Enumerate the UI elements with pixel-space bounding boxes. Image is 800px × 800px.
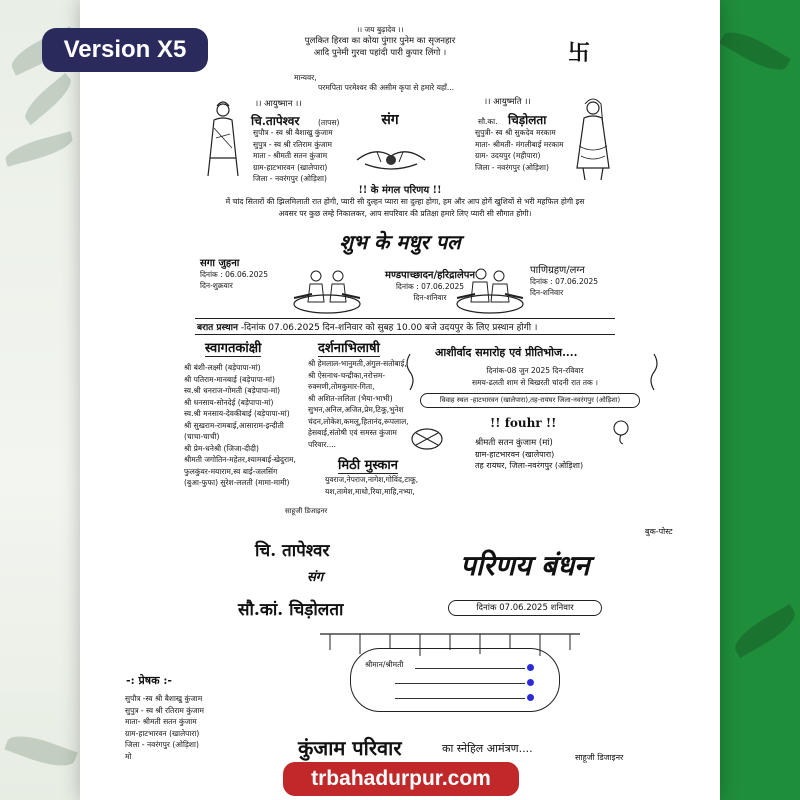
address-line-3[interactable] (395, 698, 525, 699)
joined-hands-icon (355, 138, 427, 178)
groom-details (253, 127, 333, 185)
swagat-line: फुलकुंवर-मयाराम,स्व बाई-जलसिंग (184, 466, 278, 476)
event-mandap-day: दिन-शनिवार (413, 293, 447, 302)
leaf-shadow (719, 24, 791, 78)
dhol-drum-icon (410, 425, 444, 453)
bride-heading: ।। आयुष्मति ।। (484, 97, 531, 107)
swagat-line: श्री सुखराम-रामबाई,आसाराम-इन्दीती (184, 420, 284, 430)
swagat-line: (बुआ-फुफा) सुरेश-ललती (मामा-मामी) (184, 478, 290, 487)
mithi-line: यश,तामेश,माधो,रिया,माहि,नभ्या, (325, 486, 415, 496)
swagat-title: स्वागतकांक्षी (205, 338, 261, 357)
groom-nick: (तापस) (318, 118, 340, 127)
groom-name: चि.तापेश्वर (251, 114, 300, 128)
address-box (350, 648, 560, 712)
manyavar: मान्यवर, (294, 73, 317, 82)
darshan-line: परिवार.... (308, 439, 336, 449)
ashirwad-title: आशीर्वाद समारोह एवं प्रीतिभोज.... (435, 346, 578, 359)
pale-left-strip (0, 0, 82, 800)
bride-name-prefix: सौ.का. (478, 117, 498, 126)
book-post: बुक-पोस्ट (645, 527, 673, 536)
ganesh-icon (610, 418, 632, 446)
cover-groom: चि. तापेश्वर (255, 541, 330, 561)
barat-text: -दिनांक 07.06.2025 दिन-शनिवार को सुबह 10.00 बजे उदयपुर के लिए प्रस्थान होगी । (240, 323, 538, 333)
swagat-line: श्रीमती जगोतिन-महेतर,श्यामबाई-खेदुराम, (184, 455, 296, 464)
swagat-line: श्री धनसाय-सोनदेई (बड़ेपापा-मां) (184, 397, 274, 407)
nivedak-block (475, 437, 583, 471)
groom-detail-line: माता - श्रीमती सतन कुंजाम (253, 151, 328, 160)
nivedak-line: श्रीमती सतन कुंजाम (मां) (475, 438, 553, 448)
darshan-line: श्री अशित-ललिता (भैया-भाभी) (308, 393, 393, 403)
mangal-title: !! के मंगल परिणय !! (358, 185, 442, 196)
invocation: ।। जय बुढ़ादेव ।। (356, 25, 404, 34)
preshak-title: -: प्रेषक :- (126, 674, 172, 687)
invitation-card (80, 0, 720, 800)
darshan-title: दर्शनाभिलाषी (318, 338, 380, 357)
designer-small: साहूजी डिजाइनर (285, 507, 328, 515)
mangal-text-2: अवसर पर कुछ लम्हे निकालकर, आप सपरिवार की प्रतिक्षा हमारे लिए प्यारी सी सौगात होगी। (278, 209, 532, 218)
swagat-line: श्री बंशी-लक्ष्मी (बड़ेपापा-मां) (184, 363, 261, 372)
darshan-line: हेसबाई,संतोषी एवं समस्त कुंजाम (308, 428, 397, 437)
event-saga-title: सगा जुहना (200, 258, 240, 269)
ashirwad-line-1: दिनांक-08 जुन 2025 दिन-रविवार (486, 366, 584, 375)
bride-detail-line: ग्राम- उदयपुर (महीपारा) (475, 151, 541, 160)
bride-details (475, 127, 564, 173)
darshan-line: श्री हेमलाल-भानुमती,अंगुल-सतोबाई, (308, 359, 407, 368)
groom-detail-line: ग्राम-हाटभारवन (खालेपारा) (253, 162, 328, 172)
groom-figure-icon (204, 98, 242, 180)
event-panigrahan-date: दिनांक : 07.06.2025 (530, 277, 599, 286)
barat-label: बरात प्रस्थान (197, 323, 238, 333)
groom-detail-line: जिला - नवरंगपुर (ओड़िशा) (253, 174, 327, 183)
ashirwad-line-2: समय-ढलती शाम से बिखरती चांदनी रात तक । (471, 378, 599, 387)
footer-invite: का स्नेहिल आमंत्रण.... (442, 742, 533, 755)
bullet-dot (527, 664, 534, 671)
groom-detail-line: सुपौत्र - स्व श्री बैशाखु कुंजाम (253, 128, 333, 137)
darshan-line: सुभन,अनिल,अजित,प्रेम,टिकू,भुनेश (308, 405, 404, 414)
footer-family: कुंजाम परिवार (298, 736, 402, 760)
swirl-icon (402, 352, 418, 392)
bullet-dot (527, 694, 534, 701)
grace-line: परमपिता परमेश्वर की असीम कृपा से हमारे यहाँ... (318, 83, 455, 92)
darshan-line: चंदन,लोकेश,कमलू,हितानंद,रूपलाल, (308, 416, 409, 426)
mithi-line: युवराज,नेपराज,नागेश,गोविंद,टाकू, (325, 475, 419, 484)
bride-detail-line: जिला - नवरंगपुर (ओड़िशा) (475, 162, 549, 172)
preshak-line: सुपुत्र - स्व श्री रतिराम कुंजाम (125, 705, 204, 715)
event-panigrahan-title: पाणिग्रहण/लग्न (530, 265, 585, 276)
couple-ritual-icon (455, 258, 525, 314)
preshak-line: जिला - नवरंगपुर (ओड़िशा) (125, 740, 199, 749)
event-saga (200, 255, 268, 291)
event-panigrahan (530, 262, 598, 298)
swagat-list (184, 362, 296, 489)
mangal-text-1: में चांद सितारों की झिलमिलाती रात होगी, प्यारी सी दुल्हन प्यारा सा दुल्हा होगा, हम और आप होगें खुशियों से भरी महफिल होगी इस (225, 197, 585, 206)
darshan-line: रुक्मणी,तोमकुमार-गिता, (308, 382, 375, 391)
bride-figure-icon (573, 96, 613, 182)
address-label: श्रीमान/श्रीमती (365, 660, 404, 669)
mithi-title: मिठी मुस्कान (338, 455, 398, 474)
cover-bride: सौ.कां. चिड़ोलता (238, 600, 344, 620)
event-saga-day: दिन-शुक्रवार (200, 281, 233, 290)
bride-detail-line: सुपुत्री- स्व श्री सुकदेव मरकाम (475, 128, 556, 137)
darshan-list (308, 358, 409, 450)
footer-designer: साहूजी डिजाइनर (575, 753, 624, 762)
parinay-bandhan: परिणय बंधन (460, 549, 590, 582)
event-mandap-date: दिनांक : 07.06.2025 (395, 282, 465, 291)
mithi-list (325, 474, 418, 497)
swagat-line: स्व.श्री धनराज-गोमती (बड़ेपापा-मां) (184, 386, 281, 395)
address-line-2[interactable] (395, 683, 525, 684)
preshak-line: माता- श्रीमती सतन कुंजाम (125, 717, 197, 726)
groom-heading: ।। आयुष्मान ।। (255, 99, 302, 109)
darshan-line: श्री ऐसनाथ-चन्द्रीका,नरोत्तम- (308, 370, 386, 380)
leaf-shadow (729, 604, 800, 658)
nivedak-title: !! fouhr !! (490, 416, 557, 430)
swagat-line: श्री पतिराम-मानबाई (बड़ेपापा-मां) (184, 374, 275, 384)
swastik-icon: 卐 (568, 41, 591, 66)
preshak-line: सुपौत्र -स्व श्री बैशाखु कुंजाम (125, 694, 203, 703)
preshak-list (125, 693, 204, 762)
brand-url[interactable]: trbahadurpur.com (283, 762, 519, 796)
event-saga-date: दिनांक : 06.06.2025 (200, 270, 269, 279)
barat-bar (195, 318, 615, 335)
version-badge: Version X5 (42, 28, 208, 72)
preshak-line: ग्राम-हाटभारवन (खालेपारा) (125, 728, 200, 738)
swagat-line: श्री प्रेम-धनेश्री (जिजा-दीदी) (184, 443, 259, 453)
center-sang: संग (381, 112, 399, 128)
preshak-line: मो (125, 751, 132, 761)
swagat-line: (चाचा-चाची) (184, 432, 220, 441)
event-mandap-title: मण्डपाच्छादन/हरिद्रालेपन (384, 270, 476, 281)
groom-detail-line: सुपुत्र - स्व श्री रतिराम कुंजाम (253, 139, 332, 149)
cover-date: दिनांक 07.06.2025 शनिवार (448, 600, 602, 616)
venue-box: विवाह स्थल -हाटभारवन (खालेपारा),तह-रायघर जिला-नवरंगपुर (ओड़िशा) (420, 393, 640, 408)
address-line-1[interactable] (415, 668, 525, 669)
nivedak-line: तह रायघर, जिला-नवरंगपुर (ओड़िशा) (475, 461, 584, 470)
event-panigrahan-day: दिन-शनिवार (530, 288, 564, 297)
nivedak-line: ग्राम-हाटभारवन (खालेपारा) (475, 450, 555, 459)
intro-line-1: पुलकित हिरवा का कोया पुंगार पुनेम का सृजनहार (304, 36, 456, 46)
intro-line-2: आदि पुनेमी गुरवा पहांदी पारी कुपार लिंगो । (313, 48, 447, 58)
bullet-dot (527, 679, 534, 686)
bride-name: चिड़ोलता (508, 113, 547, 127)
shubh-title: शुभ के मधुर पल (339, 230, 461, 254)
cover-sang: संग (306, 570, 324, 585)
bride-detail-line: माता- श्रीमती- मंगलीबाई मरकाम (475, 139, 564, 149)
swirl-icon (646, 352, 662, 392)
swagat-line: स्व.श्री मनसाय-देवकीबाई (बड़ेपापा-मां) (184, 409, 290, 418)
